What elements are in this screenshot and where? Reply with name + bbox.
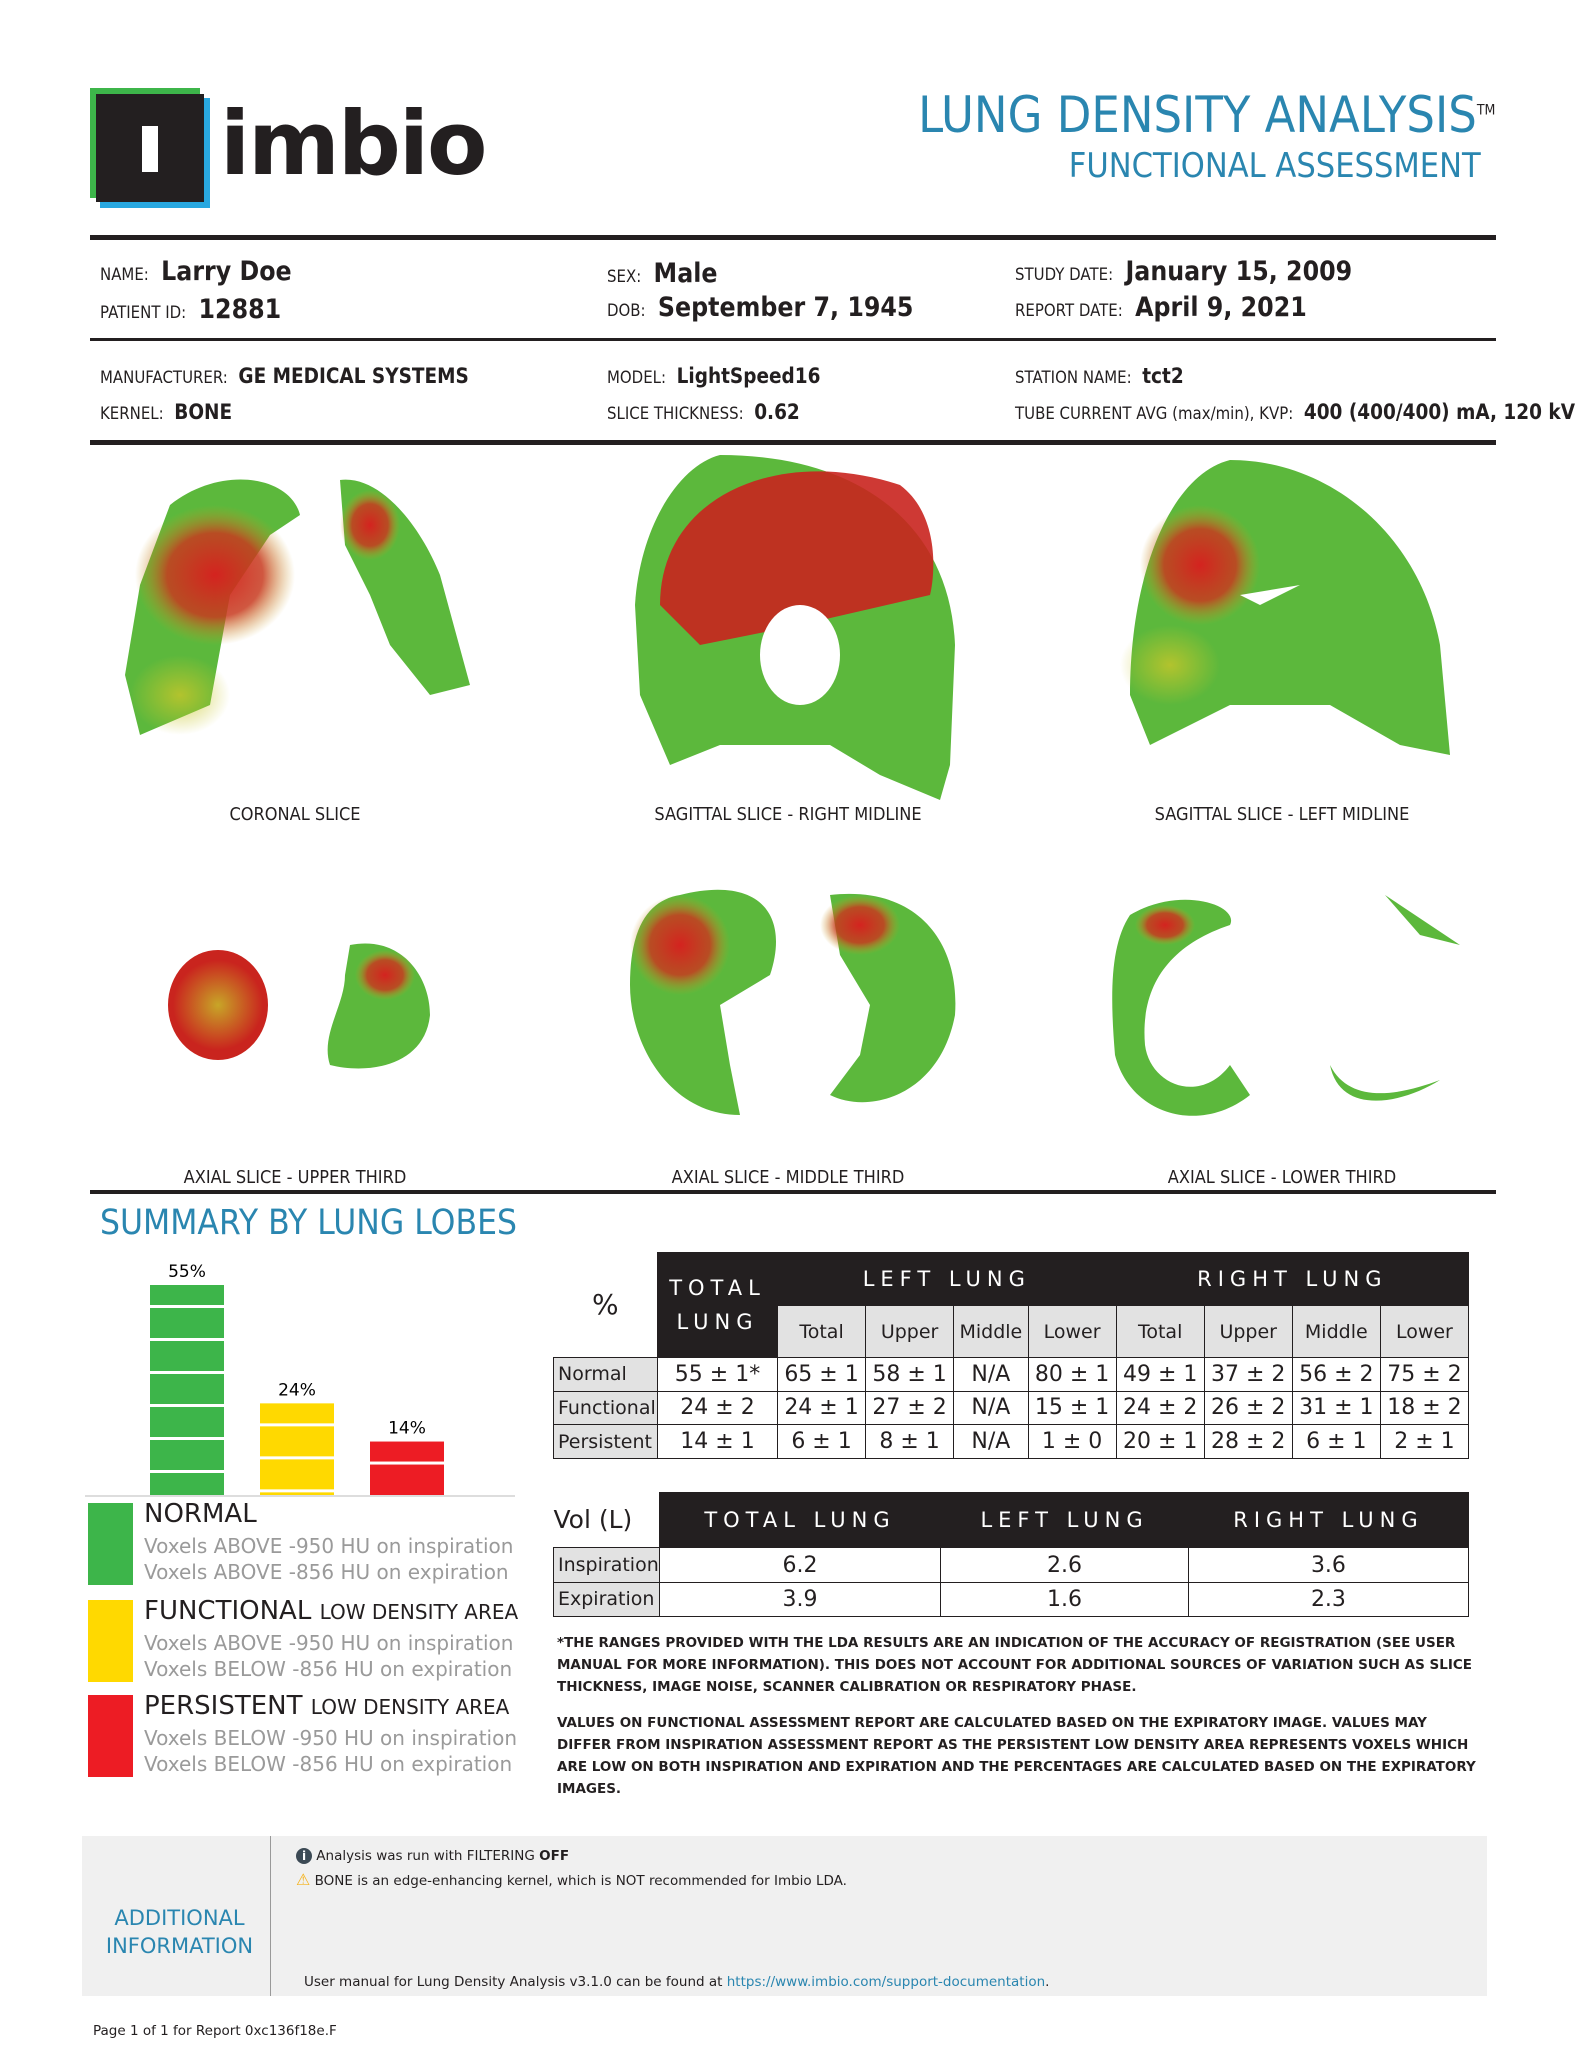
divider [90, 235, 1496, 240]
subheader: Upper [866, 1306, 954, 1358]
lung-images [0, 445, 1583, 1205]
legend-suffix: LOW DENSITY AREA [310, 1695, 510, 1719]
table-cell: 15 ± 1 [1028, 1391, 1116, 1425]
info-icon: i [296, 1848, 312, 1864]
patient-dob: DOB: September 7, 1945 [607, 292, 914, 323]
patient-name: NAME: Larry Doe [100, 256, 292, 287]
bar-separator [150, 1470, 224, 1473]
bar-separator [260, 1456, 334, 1459]
summary-title: SUMMARY BY LUNG LOBES [100, 1203, 517, 1243]
station-name: STATION NAME: tct2 [1015, 364, 1184, 388]
table-cell: 24 ± 1 [778, 1391, 866, 1425]
imbio-logo [90, 88, 486, 206]
table-cell: 56 ± 2 [1292, 1357, 1380, 1391]
report-subtitle: FUNCTIONAL ASSESSMENT [1069, 146, 1481, 186]
table-cell: 26 ± 2 [1204, 1391, 1292, 1425]
bar-functional [260, 1403, 334, 1495]
bar-separator [260, 1489, 334, 1492]
table-cell: 27 ± 2 [866, 1391, 954, 1425]
warning-icon: ⚠ [296, 1870, 311, 1889]
divider [90, 1190, 1496, 1194]
table-cell: 20 ± 1 [1116, 1425, 1204, 1459]
bar-separator [150, 1305, 224, 1308]
subheader: Upper [1204, 1306, 1292, 1358]
table-cell: 80 ± 1 [1028, 1357, 1116, 1391]
table-cell: 6.2 [659, 1548, 941, 1582]
bar-normal [150, 1285, 224, 1495]
legend-suffix: LOW DENSITY AREA [319, 1600, 519, 1624]
bar-separator [150, 1371, 224, 1374]
page-footer: Page 1 of 1 for Report 0xc136f18e.F [93, 2023, 337, 2039]
table-cell: 31 ± 1 [1292, 1391, 1380, 1425]
volume-corner: Vol (L) [553, 1505, 633, 1535]
table-cell: 3.6 [1188, 1548, 1468, 1582]
filtering-info: i Analysis was run with FILTERING OFF [296, 1848, 569, 1864]
summary-bar-chart [85, 1255, 515, 1505]
kernel: KERNEL: BONE [100, 400, 233, 424]
table-cell: 1 ± 0 [1028, 1425, 1116, 1459]
table-cell: 18 ± 2 [1380, 1391, 1468, 1425]
vol-header: RIGHT LUNG [1188, 1493, 1468, 1548]
legend-title: FUNCTIONAL [144, 1596, 312, 1626]
table-cell: 55 ± 1* [658, 1357, 778, 1391]
left-lung-header: LEFT LUNG [778, 1253, 1117, 1306]
row-label: Expiration [554, 1582, 660, 1616]
bar-label: 24% [278, 1380, 316, 1401]
sagittal-left-image [1120, 460, 1450, 755]
right-lung-header: RIGHT LUNG [1116, 1253, 1468, 1306]
vol-header: TOTAL LUNG [659, 1493, 941, 1548]
table-row [554, 1548, 1469, 1582]
row-label: Inspiration [554, 1548, 660, 1582]
subheader: Middle [954, 1306, 1028, 1358]
legend-item-persistent [88, 1691, 548, 1777]
table-cell: N/A [954, 1391, 1028, 1425]
axial-upper-image [168, 943, 430, 1068]
row-label: Functional [554, 1391, 658, 1425]
legend-line: Voxels BELOW -950 HU on inspiration [144, 1726, 518, 1750]
table-cell: 6 ± 1 [1292, 1425, 1380, 1459]
caption-axial-middle: AXIAL SLICE - MIDDLE THIRD [671, 1167, 905, 1188]
table-cell: 8 ± 1 [866, 1425, 954, 1459]
vol-header: LEFT LUNG [941, 1493, 1189, 1548]
model: MODEL: LightSpeed16 [607, 364, 821, 388]
support-documentation-link[interactable]: https://www.imbio.com/support-documentation [726, 1974, 1046, 1990]
table-cell: 58 ± 1 [866, 1357, 954, 1391]
caption-axial-lower: AXIAL SLICE - LOWER THIRD [1167, 1167, 1397, 1188]
legend-swatch [88, 1600, 133, 1682]
legend-swatch [88, 1695, 133, 1777]
legend-swatch [88, 1503, 133, 1585]
table-cell: 28 ± 2 [1204, 1425, 1292, 1459]
table-cell: 24 ± 2 [658, 1391, 778, 1425]
subheader: Middle [1292, 1306, 1380, 1358]
table-row [554, 1357, 1469, 1391]
table-row [554, 1582, 1469, 1616]
report-title: LUNG DENSITY ANALYSIS™ [917, 86, 1495, 144]
volume-table [553, 1492, 1469, 1617]
legend-line: Voxels ABOVE -950 HU on inspiration [144, 1534, 514, 1558]
bar-persistent [370, 1442, 444, 1495]
subheader: Total [1116, 1306, 1204, 1358]
bar-label: 14% [388, 1418, 426, 1439]
slice-thickness: SLICE THICKNESS: 0.62 [607, 400, 800, 424]
table-cell: N/A [954, 1357, 1028, 1391]
bar-separator [150, 1437, 224, 1440]
percent-table [553, 1252, 1469, 1459]
table-cell: 2.3 [1188, 1582, 1468, 1616]
report-date: REPORT DATE: April 9, 2021 [1015, 292, 1307, 323]
bar-separator [260, 1423, 334, 1426]
bar-separator [150, 1338, 224, 1341]
caption-coronal: CORONAL SLICE [229, 804, 361, 825]
total-lung-header: TOTAL LUNG [658, 1253, 778, 1358]
table-cell: 1.6 [941, 1582, 1189, 1616]
table-cell: 65 ± 1 [778, 1357, 866, 1391]
study-date: STUDY DATE: January 15, 2009 [1015, 256, 1353, 287]
additional-info-panel [82, 1836, 1487, 1996]
table-cell: 2.6 [941, 1548, 1189, 1582]
subheader: Total [778, 1306, 866, 1358]
legend-line: Voxels ABOVE -856 HU on expiration [144, 1560, 509, 1584]
row-label: Persistent [554, 1425, 658, 1459]
table-cell: 14 ± 1 [658, 1425, 778, 1459]
caption-sagittal-right: SAGITTAL SLICE - RIGHT MIDLINE [654, 804, 922, 825]
sagittal-right-image [635, 455, 955, 800]
legend-title: PERSISTENT [144, 1691, 303, 1721]
caption-axial-upper: AXIAL SLICE - UPPER THIRD [183, 1167, 407, 1188]
bar-label: 55% [168, 1262, 206, 1282]
table-cell: 49 ± 1 [1116, 1357, 1204, 1391]
subheader: Lower [1380, 1306, 1468, 1358]
table-cell: 75 ± 2 [1380, 1357, 1468, 1391]
bar-separator [370, 1462, 444, 1465]
row-label: Normal [554, 1357, 658, 1391]
table-row [554, 1391, 1469, 1425]
registration-note: *THE RANGES PROVIDED WITH THE LDA RESULTS ARE AN INDICATION OF THE ACCURACY OF REGISTRATION (SEE USER MANUAL FOR MORE INFORMATION). THIS DOES NOT ACCOUNT FOR ADDITIONAL SOURCES OF VARIATION SUCH AS SLICE THICKNESS, IMAGE NOISE, SCANNER CALIBRATION OR RESPIRATORY PHASE. [557, 1635, 1473, 1695]
legend-line: Voxels BELOW -856 HU on expiration [144, 1752, 513, 1776]
table-cell: 37 ± 2 [1204, 1357, 1292, 1391]
legend-line: Voxels BELOW -856 HU on expiration [144, 1657, 513, 1681]
legend-title: NORMAL [144, 1499, 257, 1529]
table-cell: 6 ± 1 [778, 1425, 866, 1459]
legend-item-normal [88, 1499, 548, 1585]
patient-sex: SEX: Male [607, 258, 718, 289]
legend-line: Voxels ABOVE -950 HU on inspiration [144, 1631, 514, 1655]
table-cell: 3.9 [659, 1582, 941, 1616]
brand-name: imbio [220, 92, 486, 195]
expiratory-note: VALUES ON FUNCTIONAL ASSESSMENT REPORT ARE CALCULATED BASED ON THE EXPIRATORY IMAGE. VALUES MAY DIFFER FROM INSPIRATION ASSESSMENT REPORT AS THE PERSISTENT LOW DENSITY AREA REPRESENTS VOXELS WHICH ARE LOW ON BOTH INSPIRATION AND EXPIRATION AND THE PERCENTAGES ARE CALCULATED BASED ON THE EXPIRATORY IMAGES. [557, 1715, 1476, 1797]
percent-corner: % [554, 1253, 658, 1358]
coronal-slice-image [125, 480, 470, 735]
additional-info-title: ADDITIONAL INFORMATION [105, 1906, 254, 1958]
legend-item-functional [88, 1596, 548, 1682]
caption-sagittal-left: SAGITTAL SLICE - LEFT MIDLINE [1154, 804, 1410, 825]
user-manual-line: User manual for Lung Density Analysis v3.1.0 can be found at https://www.imbio.com/support-documentation. [304, 1974, 1050, 1990]
patient-id: PATIENT ID: 12881 [100, 294, 282, 325]
table-cell: 24 ± 2 [1116, 1391, 1204, 1425]
tube-current: TUBE CURRENT AVG (max/min), KVP: 400 (400/400) mA, 120 kV [1015, 400, 1576, 424]
axial-lower-image [1112, 895, 1460, 1116]
table-cell: N/A [954, 1425, 1028, 1459]
manufacturer: MANUFACTURER: GE MEDICAL SYSTEMS [100, 364, 469, 388]
kernel-warning: ⚠ BONE is an edge-enhancing kernel, which is NOT recommended for Imbio LDA. [296, 1870, 847, 1889]
subheader: Lower [1028, 1306, 1116, 1358]
divider [90, 338, 1496, 341]
table-cell: 2 ± 1 [1380, 1425, 1468, 1459]
bar-separator [150, 1404, 224, 1407]
axial-middle-image [630, 890, 955, 1115]
table-row [554, 1425, 1469, 1459]
